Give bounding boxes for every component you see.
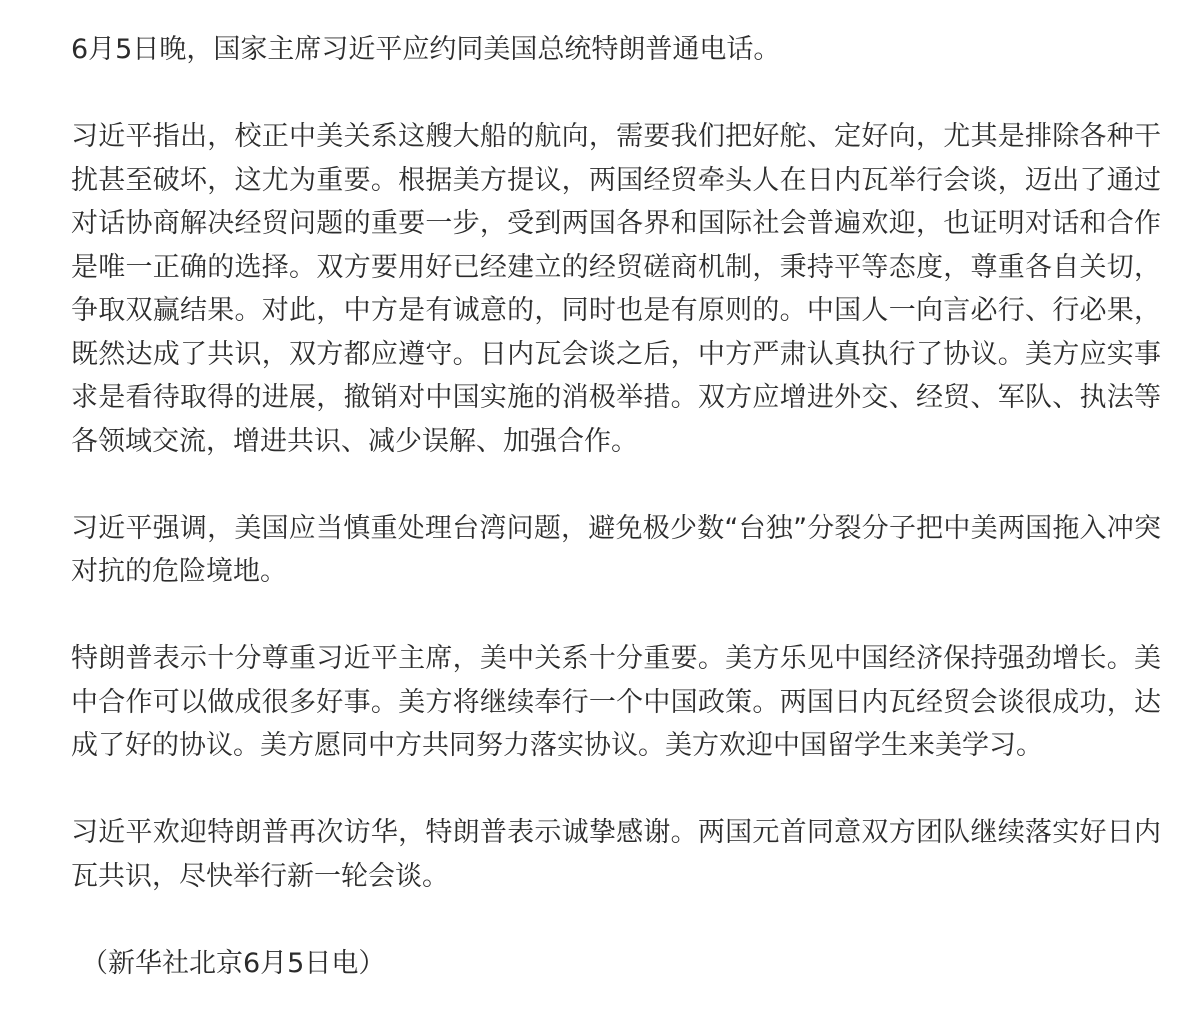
article-paragraph-xi-remarks: 习近平指出，校正中美关系这艘大船的航向，需要我们把好舵、定好向，尤其是排除各种干扰甚至破坏，这尤为重要。根据美方提议，两国经贸牵头人在日内瓦举行会谈，迈出了通过对话协商解决经贸问题的重要一步，受到两国各界和国际社会普遍欢迎，也证明对话和合作是唯一正确的选择。双方要用好已经建立的经贸磋商机制，秉持平等态度，尊重各自关切，争取双赢结果。对此，中方是有诚意的，同时也是有原则的。中国人一向言必行、行必果，既然达成了共识，双方都应遵守。日内瓦会谈之后，中方严肃认真执行了协议。美方应实事求是看待取得的进展，撤销对中国实施的消极举措。双方应增进外交、经贸、军队、执法等各领域交流，增进共识、减少误解、加强合作。 xyxy=(71,121,1161,457)
article-paragraph-visit: 习近平欢迎特朗普再次访华，特朗普表示诚挚感谢。两国元首同意双方团队继续落实好日内瓦共识，尽快举行新一轮会谈。 xyxy=(71,817,1161,892)
article-source-credit: （新华社北京6月5日电） xyxy=(81,947,386,979)
article-paragraph-taiwan: 习近平强调，美国应当慎重处理台湾问题，避免极少数“台独”分裂分子把中美两国拖入冲突对抗的危险境地。 xyxy=(71,512,1161,587)
article-paragraph-trump-remarks: 特朗普表示十分尊重习近平主席，美中关系十分重要。美方乐见中国经济保持强劲增长。美中合作可以做成很多好事。美方将继续奉行一个中国政策。两国日内瓦经贸会谈很成功，达成了好的协议。美方愿同中方共同努力落实协议。美方欢迎中国留学生来美学习。 xyxy=(71,643,1161,761)
article-paragraph-lead: 6月5日晚，国家主席习近平应约同美国总统特朗普通电话。 xyxy=(71,34,781,65)
news-article xyxy=(71,28,1161,985)
